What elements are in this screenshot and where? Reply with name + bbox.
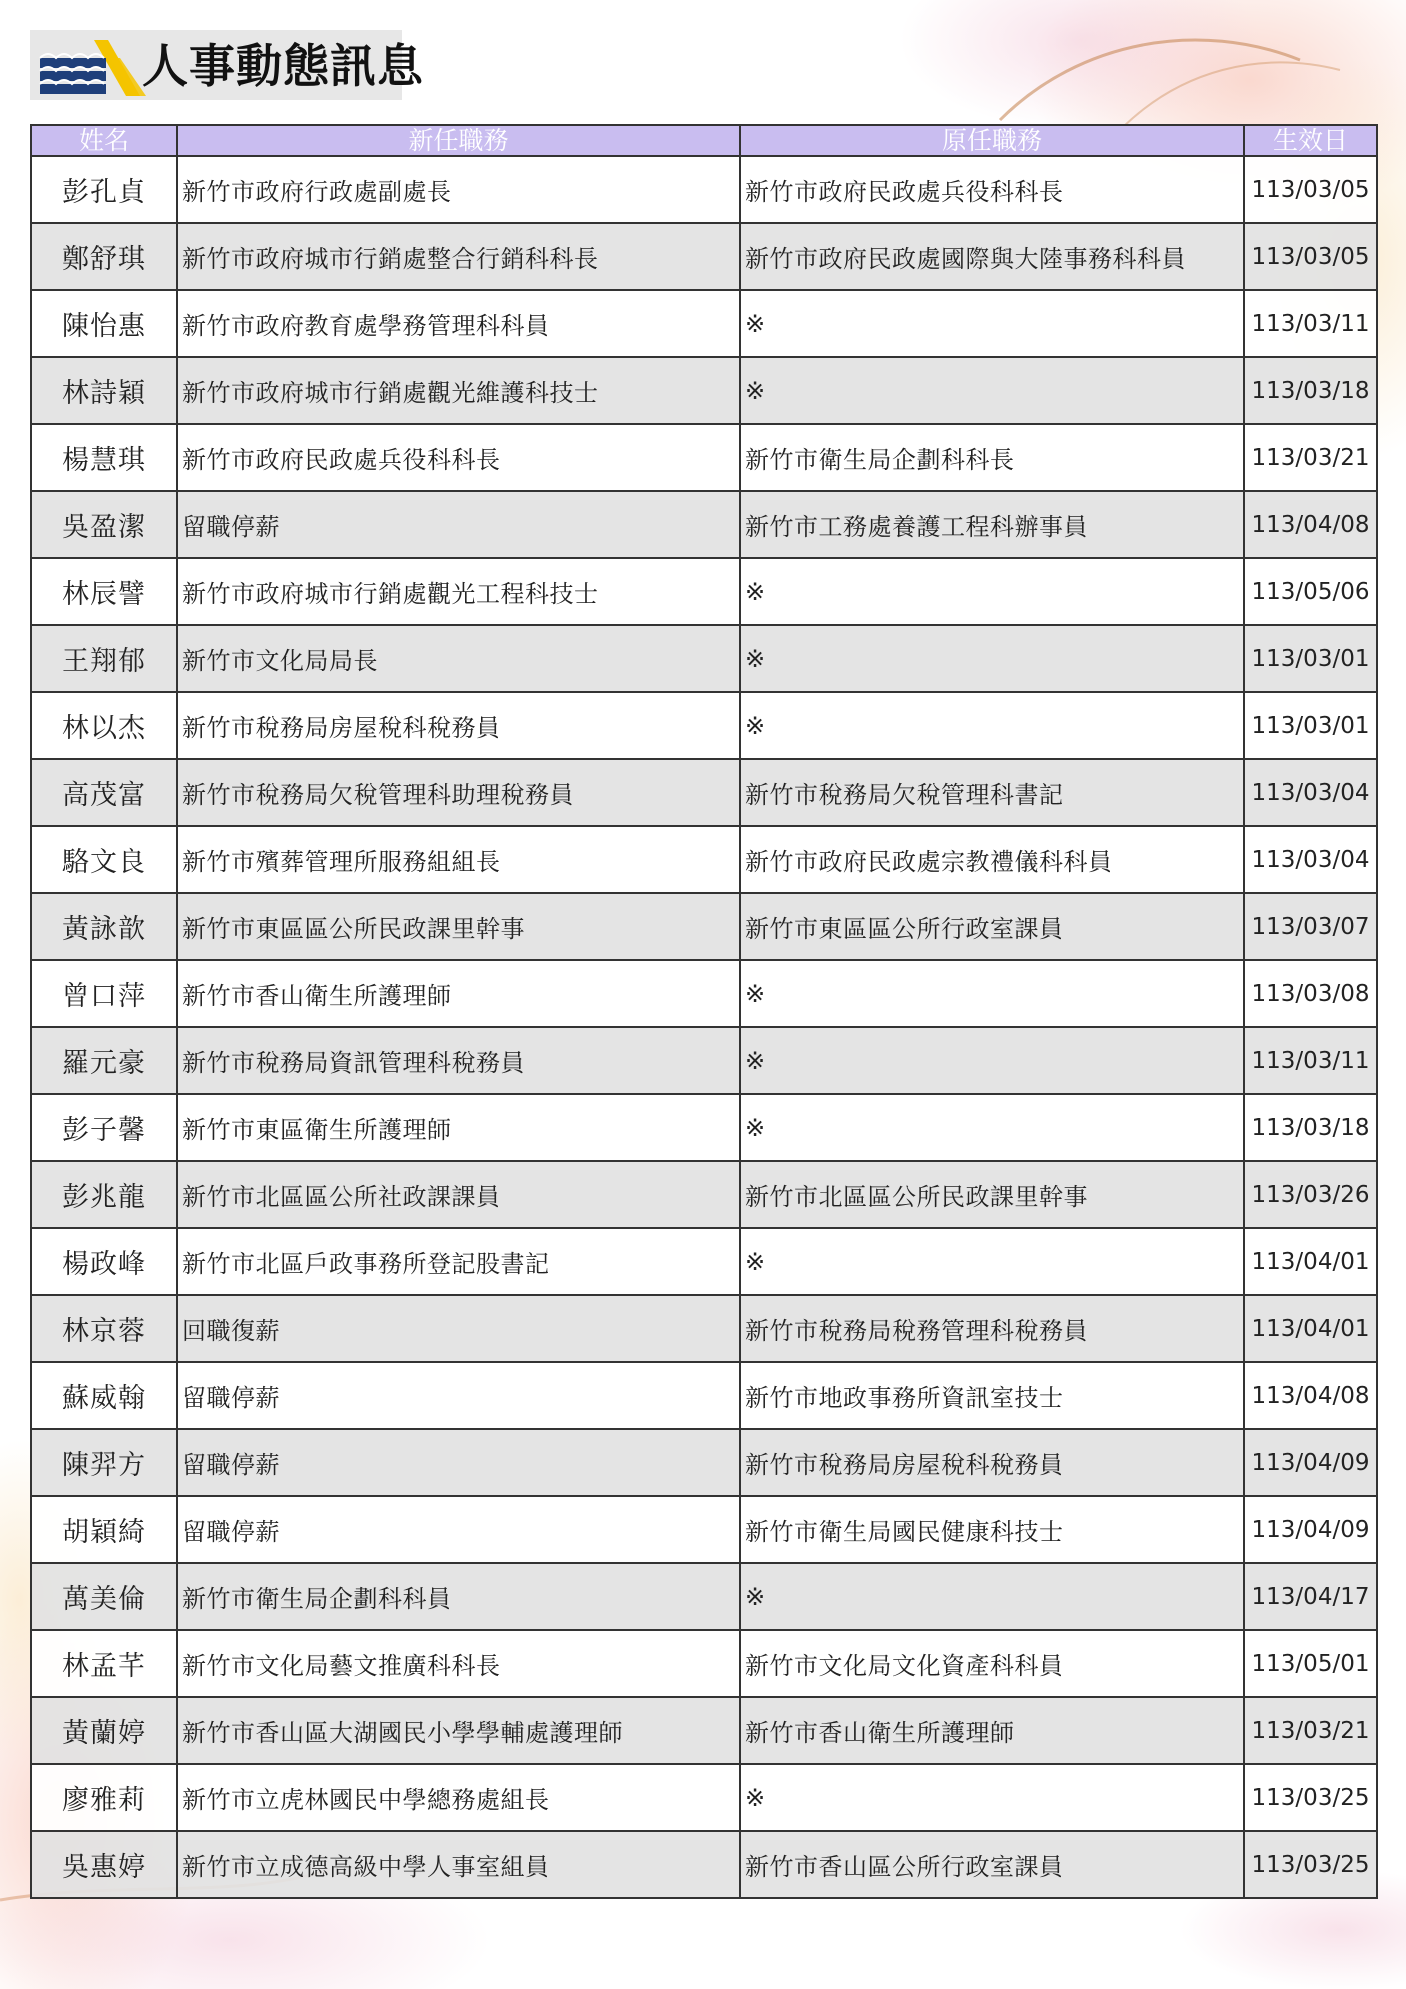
table-row xyxy=(31,424,1377,491)
person-name-cell: 林以杰 xyxy=(31,692,177,759)
previous-position-cell: ※ xyxy=(740,1027,1244,1094)
person-name-cell: 高茂富 xyxy=(31,759,177,826)
person-name-cell: 吳惠婷 xyxy=(31,1831,177,1898)
previous-position-cell: 新竹市政府民政處宗教禮儀科科員 xyxy=(740,826,1244,893)
effective-date-cell: 113/04/01 xyxy=(1244,1295,1377,1362)
column-header-new-position: 新任職務 xyxy=(177,125,740,156)
title-badge xyxy=(30,30,424,100)
table-row xyxy=(31,1094,1377,1161)
new-position-cell: 新竹市北區戶政事務所登記股書記 xyxy=(177,1228,740,1295)
previous-position-cell: 新竹市北區區公所民政課里幹事 xyxy=(740,1161,1244,1228)
person-name-cell: 羅元豪 xyxy=(31,1027,177,1094)
table-row xyxy=(31,1831,1377,1898)
effective-date-cell: 113/03/11 xyxy=(1244,1027,1377,1094)
new-position-cell: 新竹市政府行政處副處長 xyxy=(177,156,740,223)
new-position-cell: 新竹市稅務局資訊管理科稅務員 xyxy=(177,1027,740,1094)
new-position-cell: 新竹市香山區大湖國民小學學輔處護理師 xyxy=(177,1697,740,1764)
column-header-name: 姓名 xyxy=(31,125,177,156)
new-position-cell: 新竹市立成德高級中學人事室組員 xyxy=(177,1831,740,1898)
new-position-cell: 留職停薪 xyxy=(177,491,740,558)
previous-position-cell: ※ xyxy=(740,1228,1244,1295)
effective-date-cell: 113/03/25 xyxy=(1244,1831,1377,1898)
table-row xyxy=(31,357,1377,424)
previous-position-cell: 新竹市東區區公所行政室課員 xyxy=(740,893,1244,960)
person-name-cell: 胡穎綺 xyxy=(31,1496,177,1563)
table-row xyxy=(31,1027,1377,1094)
person-name-cell: 廖雅莉 xyxy=(31,1764,177,1831)
effective-date-cell: 113/03/25 xyxy=(1244,1764,1377,1831)
effective-date-cell: 113/03/21 xyxy=(1244,1697,1377,1764)
person-name-cell: 林辰譬 xyxy=(31,558,177,625)
effective-date-cell: 113/03/05 xyxy=(1244,156,1377,223)
effective-date-cell: 113/03/18 xyxy=(1244,1094,1377,1161)
previous-position-cell: 新竹市衛生局企劃科科長 xyxy=(740,424,1244,491)
effective-date-cell: 113/03/01 xyxy=(1244,625,1377,692)
table-row xyxy=(31,1563,1377,1630)
table-row xyxy=(31,156,1377,223)
effective-date-cell: 113/03/04 xyxy=(1244,826,1377,893)
person-name-cell: 林詩穎 xyxy=(31,357,177,424)
table-row xyxy=(31,1630,1377,1697)
new-position-cell: 新竹市東區衛生所護理師 xyxy=(177,1094,740,1161)
table-row xyxy=(31,558,1377,625)
new-position-cell: 新竹市政府城市行銷處觀光維護科技士 xyxy=(177,357,740,424)
new-position-cell: 新竹市立虎林國民中學總務處組長 xyxy=(177,1764,740,1831)
page-title: 人事動態訊息 xyxy=(142,39,424,93)
personnel-table xyxy=(30,124,1378,1899)
table-row xyxy=(31,1362,1377,1429)
person-name-cell: 林京蓉 xyxy=(31,1295,177,1362)
effective-date-cell: 113/04/09 xyxy=(1244,1429,1377,1496)
table-row xyxy=(31,1429,1377,1496)
previous-position-cell: 新竹市工務處養護工程科辦事員 xyxy=(740,491,1244,558)
new-position-cell: 新竹市政府城市行銷處觀光工程科技士 xyxy=(177,558,740,625)
effective-date-cell: 113/03/11 xyxy=(1244,290,1377,357)
new-position-cell: 留職停薪 xyxy=(177,1429,740,1496)
previous-position-cell: ※ xyxy=(740,625,1244,692)
effective-date-cell: 113/04/08 xyxy=(1244,491,1377,558)
effective-date-cell: 113/03/07 xyxy=(1244,893,1377,960)
effective-date-cell: 113/04/01 xyxy=(1244,1228,1377,1295)
table-header-row xyxy=(31,125,1377,156)
person-name-cell: 蘇威翰 xyxy=(31,1362,177,1429)
previous-position-cell: ※ xyxy=(740,692,1244,759)
person-name-cell: 彭孔貞 xyxy=(31,156,177,223)
previous-position-cell: 新竹市文化局文化資產科科員 xyxy=(740,1630,1244,1697)
person-name-cell: 彭兆龍 xyxy=(31,1161,177,1228)
new-position-cell: 新竹市殯葬管理所服務組組長 xyxy=(177,826,740,893)
table-row xyxy=(31,960,1377,1027)
effective-date-cell: 113/04/17 xyxy=(1244,1563,1377,1630)
previous-position-cell: ※ xyxy=(740,960,1244,1027)
table-row xyxy=(31,893,1377,960)
effective-date-cell: 113/03/26 xyxy=(1244,1161,1377,1228)
table-row xyxy=(31,1697,1377,1764)
new-position-cell: 新竹市稅務局欠稅管理科助理稅務員 xyxy=(177,759,740,826)
new-position-cell: 新竹市政府民政處兵役科科長 xyxy=(177,424,740,491)
new-position-cell: 新竹市政府教育處學務管理科科員 xyxy=(177,290,740,357)
new-position-cell: 留職停薪 xyxy=(177,1362,740,1429)
person-name-cell: 萬美倫 xyxy=(31,1563,177,1630)
personnel-table-container xyxy=(30,124,1376,1899)
table-row xyxy=(31,290,1377,357)
new-position-cell: 回職復薪 xyxy=(177,1295,740,1362)
effective-date-cell: 113/04/09 xyxy=(1244,1496,1377,1563)
previous-position-cell: ※ xyxy=(740,1563,1244,1630)
previous-position-cell: 新竹市香山衛生所護理師 xyxy=(740,1697,1244,1764)
previous-position-cell: 新竹市地政事務所資訊室技士 xyxy=(740,1362,1244,1429)
new-position-cell: 留職停薪 xyxy=(177,1496,740,1563)
previous-position-cell: 新竹市政府民政處兵役科科長 xyxy=(740,156,1244,223)
table-row xyxy=(31,625,1377,692)
new-position-cell: 新竹市政府城市行銷處整合行銷科科長 xyxy=(177,223,740,290)
effective-date-cell: 113/04/08 xyxy=(1244,1362,1377,1429)
person-name-cell: 駱文良 xyxy=(31,826,177,893)
previous-position-cell: 新竹市香山區公所行政室課員 xyxy=(740,1831,1244,1898)
table-row xyxy=(31,1161,1377,1228)
person-name-cell: 陳羿方 xyxy=(31,1429,177,1496)
previous-position-cell: ※ xyxy=(740,357,1244,424)
person-name-cell: 黃蘭婷 xyxy=(31,1697,177,1764)
new-position-cell: 新竹市文化局藝文推廣科科長 xyxy=(177,1630,740,1697)
column-header-effective-date: 生效日 xyxy=(1244,125,1377,156)
table-row xyxy=(31,1295,1377,1362)
person-name-cell: 陳怡惠 xyxy=(31,290,177,357)
person-name-cell: 王翔郁 xyxy=(31,625,177,692)
effective-date-cell: 113/03/18 xyxy=(1244,357,1377,424)
previous-position-cell: ※ xyxy=(740,558,1244,625)
previous-position-cell: ※ xyxy=(740,1094,1244,1161)
effective-date-cell: 113/03/04 xyxy=(1244,759,1377,826)
previous-position-cell: ※ xyxy=(740,290,1244,357)
new-position-cell: 新竹市文化局局長 xyxy=(177,625,740,692)
person-name-cell: 鄭舒琪 xyxy=(31,223,177,290)
new-position-cell: 新竹市北區區公所社政課課員 xyxy=(177,1161,740,1228)
effective-date-cell: 113/05/01 xyxy=(1244,1630,1377,1697)
table-row xyxy=(31,1228,1377,1295)
table-row xyxy=(31,1764,1377,1831)
person-name-cell: 黃詠歆 xyxy=(31,893,177,960)
effective-date-cell: 113/03/05 xyxy=(1244,223,1377,290)
column-header-previous-position: 原任職務 xyxy=(740,125,1244,156)
previous-position-cell: 新竹市稅務局欠稅管理科書記 xyxy=(740,759,1244,826)
table-row xyxy=(31,491,1377,558)
previous-position-cell: 新竹市政府民政處國際與大陸事務科科員 xyxy=(740,223,1244,290)
table-row xyxy=(31,1496,1377,1563)
table-row xyxy=(31,826,1377,893)
previous-position-cell: 新竹市稅務局房屋稅科稅務員 xyxy=(740,1429,1244,1496)
previous-position-cell: ※ xyxy=(740,1764,1244,1831)
table-row xyxy=(31,759,1377,826)
previous-position-cell: 新竹市稅務局稅務管理科稅務員 xyxy=(740,1295,1244,1362)
effective-date-cell: 113/03/01 xyxy=(1244,692,1377,759)
effective-date-cell: 113/03/08 xyxy=(1244,960,1377,1027)
table-row xyxy=(31,692,1377,759)
person-name-cell: 吳盈潔 xyxy=(31,491,177,558)
effective-date-cell: 113/05/06 xyxy=(1244,558,1377,625)
new-position-cell: 新竹市衛生局企劃科科員 xyxy=(177,1563,740,1630)
table-row xyxy=(31,223,1377,290)
new-position-cell: 新竹市東區區公所民政課里幹事 xyxy=(177,893,740,960)
new-position-cell: 新竹市稅務局房屋稅科稅務員 xyxy=(177,692,740,759)
person-name-cell: 楊慧琪 xyxy=(31,424,177,491)
person-name-cell: 彭子馨 xyxy=(31,1094,177,1161)
new-position-cell: 新竹市香山衛生所護理師 xyxy=(177,960,740,1027)
effective-date-cell: 113/03/21 xyxy=(1244,424,1377,491)
person-name-cell: 林孟芊 xyxy=(31,1630,177,1697)
hsinchu-logo-icon xyxy=(36,38,156,98)
previous-position-cell: 新竹市衛生局國民健康科技士 xyxy=(740,1496,1244,1563)
person-name-cell: 楊政峰 xyxy=(31,1228,177,1295)
person-name-cell: 曾口萍 xyxy=(31,960,177,1027)
